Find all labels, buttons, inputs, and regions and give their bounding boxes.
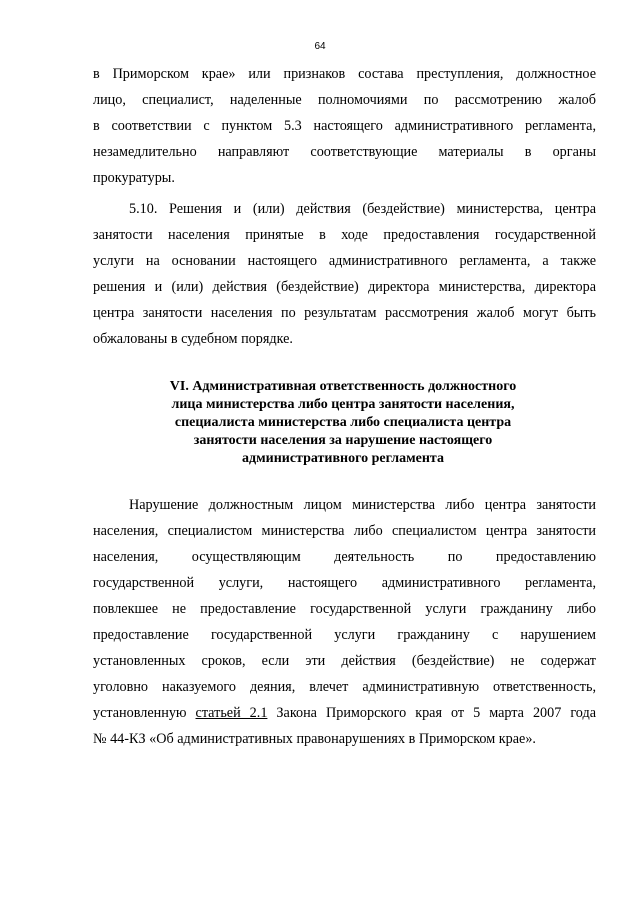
- text-line: решения и (или) действия (бездействие) директора министерства, директора: [93, 279, 596, 295]
- text-line: государственной услуги, настоящего административного регламента,: [93, 575, 596, 591]
- text-line: уголовно наказуемого деяния, влечет административную ответственность,: [93, 679, 596, 695]
- text-line: повлекшее не предоставление государственной услуги гражданину либо: [93, 601, 596, 617]
- text-line: в Приморском крае» или признаков состава преступления, должностное: [93, 66, 596, 82]
- paragraph-5-10: [93, 196, 596, 352]
- text-line: услуги на основании настоящего административного регламента, а также: [93, 253, 596, 269]
- paragraph-complaint-referral: [93, 61, 596, 191]
- heading-line: специалиста министерства либо специалиста центра: [174, 415, 512, 430]
- text-line: незамедлительно направляют соответствующие материалы в органы: [93, 144, 596, 160]
- text-line: Нарушение должностным лицом министерства либо центра занятости: [129, 497, 596, 513]
- text-line: предоставление государственной услуги гражданину с нарушением: [93, 627, 596, 643]
- text-line: прокуратуры.: [93, 170, 175, 186]
- heading-line: лица министерства либо центра занятости населения,: [171, 397, 515, 412]
- text-line: населения, осуществляющим деятельность по предоставлению: [93, 549, 596, 565]
- law-article-link[interactable]: статьей 2.1: [195, 705, 268, 721]
- heading-line: VI. Административная ответственность должностного: [169, 379, 517, 394]
- text-line: 5.10. Решения и (или) действия (бездействие) министерства, центра: [129, 201, 596, 217]
- text-line: [93, 700, 596, 726]
- text-line: центра занятости населения по результатам рассмотрения жалоб могут быть: [93, 305, 596, 321]
- heading-line: занятости населения за нарушение настоящего: [193, 433, 493, 448]
- section-heading: [93, 378, 593, 468]
- text-line: лицо, специалист, наделенные полномочиями по рассмотрению жалоб: [93, 92, 596, 108]
- text-line: установленных сроков, если эти действия (бездействие) не содержат: [93, 653, 596, 669]
- text-line: населения, специалистом министерства либо специалистом центра занятости: [93, 523, 596, 539]
- text-fragment: установленную: [93, 705, 196, 721]
- text-line: занятости населения принятые в ходе предоставления государственной: [93, 227, 596, 243]
- heading-line: административного регламента: [242, 451, 444, 466]
- paragraph-administrative-liability: [93, 492, 596, 752]
- text-fragment: Закона Приморского края от 5 марта 2007 года: [267, 705, 596, 721]
- text-line: в соответствии с пунктом 5.3 настоящего административного регламента,: [93, 118, 596, 134]
- page-number: 64: [314, 41, 326, 52]
- text-line: № 44-КЗ «Об административных правонарушениях в Приморском крае».: [93, 731, 536, 747]
- text-line: обжалованы в судебном порядке.: [93, 331, 293, 347]
